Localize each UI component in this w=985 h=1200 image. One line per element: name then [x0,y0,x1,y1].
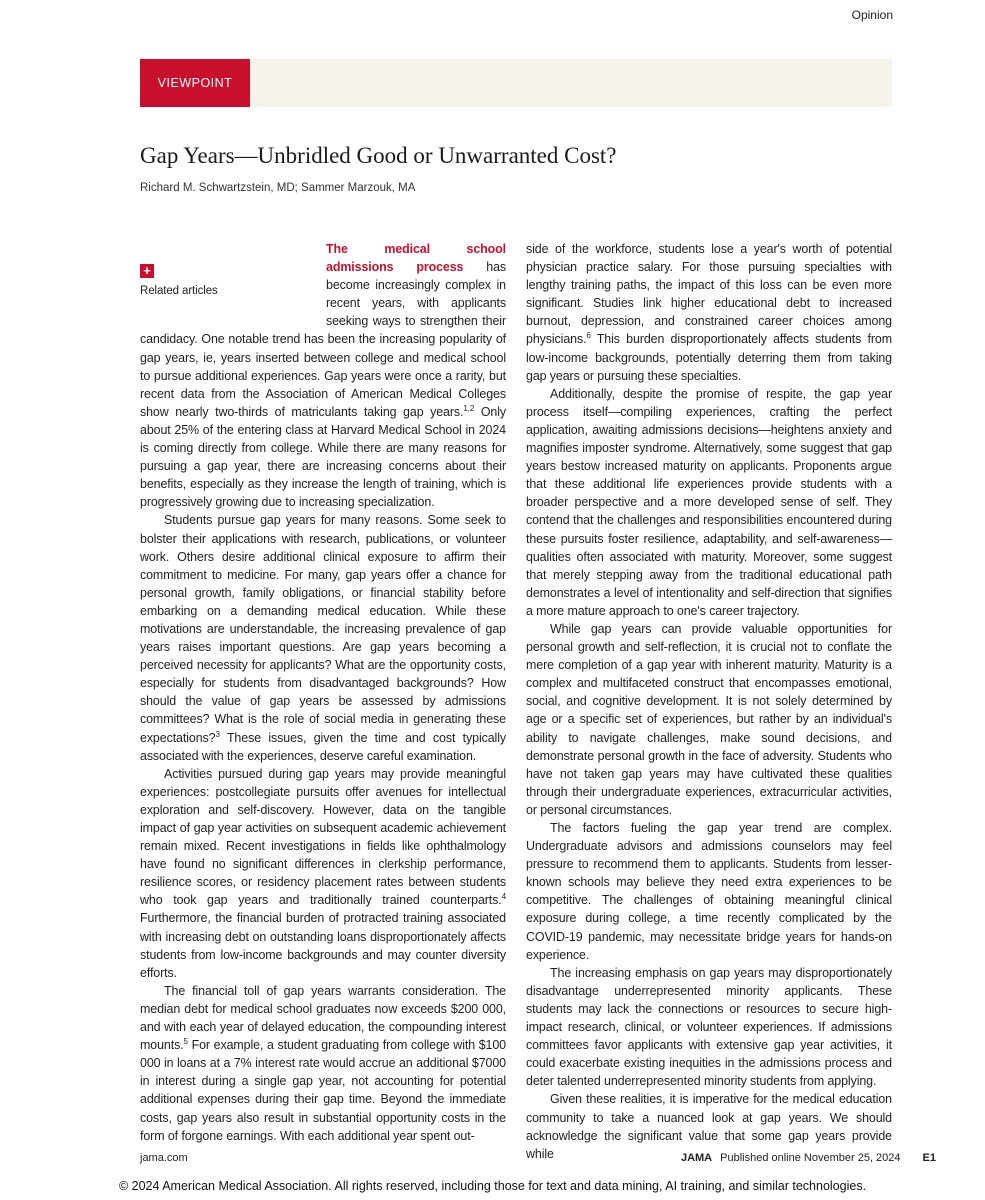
footer-publication-info [681,1152,936,1164]
paragraph-3-text-a: Activities pursued during gap years may provide meaningful experiences: postcollegiate pursuits offer avenues for intellectual exploration and self-discovery. However, data on the tangible impact of gap year activities on subsequent academic achievement remain mixed. Recent investigations in fields like ophthalmology have found no significant differences in clerkship performance, resilience scores, or residency placement rates between students who took gap years and traditionally trained counterparts. [140,766,506,908]
article-authors: Richard M. Schwartzstein, MD; Sammer Marzouk, MA [140,182,416,194]
paragraph-2-text-a: Students pursue gap years for many reasons. Some seek to bolster their applications with research, publications, or volunteer work. Others desire additional clinical exposure to affirm their commitment to medicine. For many, gap years offer a chance for personal growth, family obligations, or financial stability before embarking on a demanding medical education. While these motivations are understandable, the increasing prevalence of gap years raises important questions. Are gap years becoming a perceived necessity for applicants? What are the opportunity costs, especially for students from disadvantaged backgrounds? How should the value of gap years be assessed by admissions committees? What is the role of social media in generating these expectations? [140,513,506,745]
paragraph-5 [526,240,892,385]
paragraph-3-text-b: Furthermore, the financial burden of protracted training associated with increasing debt on outstanding loans disproportionately affects students from low-income backgrounds and may counter diversity efforts. [140,911,506,980]
paragraph-7: While gap years can provide valuable opportunities for personal growth and self-reflection, it is crucial not to conflate the mere completion of a gap year with inherent maturity. Maturity is a complex and multifaceted construct that encompasses emotional, social, and cognitive development. It is not solely determined by age or a specific set of experiences, but rather by an individual's ability to navigate challenges, make sound decisions, and demonstrate personal growth in the face of adversity. Students who have not taken gap years may have cultivated these qualities through their undergraduate experiences, extracurricular activities, or personal circumstances. [526,621,892,817]
plus-icon[interactable]: + [140,264,154,278]
reference-4[interactable]: 4 [501,892,506,902]
viewpoint-banner [140,59,892,107]
paragraph-3 [140,765,506,982]
paragraph-5-text-a: side of the workforce, students lose a year's worth of potential physician practice salary. For those pursuing specialties with lengthy training paths, the impact of this loss can be even more significant. Studies link higher educational debt to increased burnout, depression, and constrained career choices among physicians. [526,242,892,347]
published-date: Published online November 25, 2024 [720,1152,901,1164]
paragraph-2-text-b: These issues, given the time and cost typically associated with the experiences, deserve careful examination. [140,730,506,763]
related-articles-link[interactable] [140,242,326,314]
reference-6[interactable]: 6 [586,331,591,341]
column-left [140,240,506,1145]
reference-5[interactable]: 5 [183,1037,188,1047]
journal-name: JAMA [680,1152,713,1164]
related-articles-label[interactable]: Related articles [140,285,218,297]
copyright-notice: © 2024 American Medical Association. All rights reserved, including those for text and data mining, AI training, and similar technologies. [118,1179,867,1193]
paragraph-8: The factors fueling the gap year trend are complex. Undergraduate advisors and admissions counselors may feel pressure to recommend them to applicants. Students from lesser-known schools may believe they need extra experiences to be competitive. The challenges of obtaining meaningful clinical exposure during college, a time recently complicated by the COVID-19 pandemic, may necessitate bridge years for hands-on experience. [526,821,892,962]
section-label: Opinion [851,8,893,22]
viewpoint-tag: VIEWPOINT [140,59,250,107]
column-right [526,240,892,1163]
paragraph-10: Given these realities, it is imperative for the medical education community to take a nuanced look at gap years. We should acknowledge the significant value that some gap years provide while [526,1092,892,1161]
paragraph-5-text-b: This burden disproportionately affects students from low-income backgrounds, potentially deterring them from taking gap years or pursuing these specialties. [526,332,892,383]
reference-3[interactable]: 3 [215,729,220,739]
paragraph-2 [140,511,506,764]
paragraph-1-text-a: has become increasingly complex in recent years, with applicants seeking ways to strengthen their candidacy. One notable trend has been the increasing popularity of gap years, ie, years inserted between college and medical school to pursue additional experiences. Gap years were once a rarity, but recent data from the Association of American Medical Colleges show nearly two-thirds of matriculants taking gap years. [140,260,506,419]
paragraph-9: The increasing emphasis on gap years may disproportionately disadvantage underrepresented minority applicants. These students may lack the connections or resources to secure high-impact research, clinical, or volunteer experiences. If admissions committees favor applicants with extensive gap year activities, it could exacerbate existing inequities in the admissions process and deter talented underrepresented minority students from applying. [526,965,892,1089]
reference-1-2[interactable]: 1,2 [463,403,475,413]
paragraph-4-text-b: For example, a student graduating from college with $100 000 in loans at a 7% interest rate would accrue an additional $7000 in interest during a single gap year, not accounting for potential additional expenses during their gap time. Beyond the immediate costs, gap years also result in substantial opportunity costs in the form of forgone earnings. With each additional year spent out- [140,1038,506,1143]
paragraph-4-text-a: The financial toll of gap years warrants consideration. The median debt for medical school graduates now exceeds $200 000, and with each year of delayed education, the compounding interest mounts. [140,983,506,1053]
page-number: E1 [922,1152,936,1164]
paragraph-6: Additionally, despite the promise of respite, the gap year process itself—compiling experiences, crafting the perfect application, awaiting admissions decisions—heightens anxiety and magnifies imposter syndrome. Alternatively, some suggest that gap years bestow increased maturity on applicants. Proponents argue that these additional life experiences provide students with a broader perspective and a more developed sense of self. They contend that the challenges and responsibilities encountered during these pursuits foster resilience, adaptability, and self-awareness—qualities often associated with maturity. Moreover, some suggest that merely stepping away from the traditional educational path demonstrates a level of intentionality and self-direction that signifies a more mature approach to one's career trajectory. [526,386,892,618]
paragraph-1 [140,240,506,511]
paragraph-1-text-b: Only about 25% of the entering class at Harvard Medical School in 2024 is coming directly from college. While there are many reasons for pursuing a gap year, there are increasing concerns about their benefits, especially as they increase the length of training, which is progressively growing due to increasing specialization. [140,404,506,510]
lead-in: The medical school admissions process [326,242,506,275]
article-title: Gap Years—Unbridled Good or Unwarranted Cost? [140,143,617,168]
paragraph-4 [140,982,506,1145]
footer-site-link[interactable]: jama.com [140,1152,188,1164]
page-footer [140,1152,936,1168]
